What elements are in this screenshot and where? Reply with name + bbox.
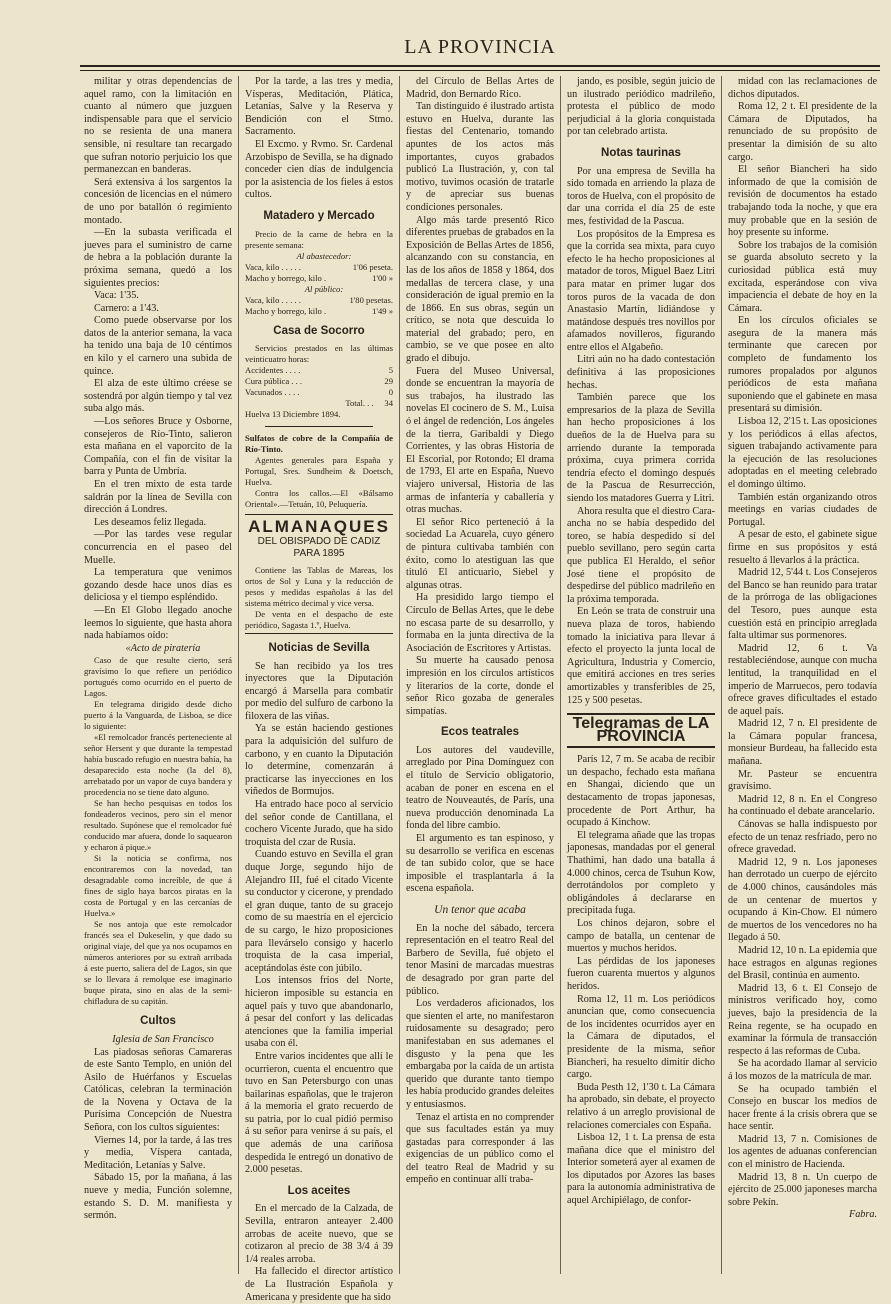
almanaques-ad bbox=[245, 514, 393, 634]
paragraph: Se nos antoja que este remolcador francés sea el Dukeselin, y que dado su original viaje, del que ya nos ocupamos en números anteriores por su extrañ arribada á este puerto, saliera del de Lagos, sin que se lo llevara á remolque ese imaginario buque pirata, sino en alas de la semi-chifladura de su capitán. bbox=[84, 919, 232, 1007]
paragraph: Algo más tarde presentó Rico diferentes pruebas de grabados en la Exposición de Bellas Artes de 1856, alcanzando con su constancia, en las de los años de 1858 y 1864, dos medallas de tercera clase, y una consideración de igual premio en la de 1866. En sus obras, según un crítico, se nota que descuida lo material del grabado; pero, en cambio, se ve que posee en alto grado el dibujo. bbox=[406, 214, 554, 365]
paragraph: —Por las tardes vese regular concurrencia en el paseo del Muelle. bbox=[84, 529, 232, 566]
col1-body bbox=[84, 76, 232, 643]
paragraph: Por la tarde, a las tres y media, Vísperas, Meditación, Plática, Letanías, Salve y la Reserva y Bendición con el Stmo. Sacramento. bbox=[245, 76, 393, 138]
col3-body bbox=[406, 76, 554, 718]
paragraph: Por una empresa de Sevilla ha sido tomada en arriendo la plaza de toros de Huelva, con el propósito de dar una corrida el día 25 de este mes, festividad de la Pascua. bbox=[567, 165, 715, 227]
col1-quote bbox=[84, 655, 232, 1007]
paragraph: El señor Rico perteneció á la sociedad La Acuarela, cuyo género de pintura cultivaba también con éxito, como lo atestiguan las que tituló El anticuario, Siebel y algunas otras. bbox=[406, 516, 554, 591]
callos-text: Contra los callos.—El «Bálsamo Oriental».—Tetuán, 10, Peluquería. bbox=[245, 488, 393, 510]
dateline: Huelva 13 Diciembre 1894. bbox=[245, 409, 341, 420]
paragraph: En los círculos oficiales se asegura de la manera más terminante que carecen por completo de fundamento los rumores propalados por algunos periódicos de esta mañana suponiendo que el gabinete en masa presentará su dimisión. bbox=[728, 315, 877, 415]
paragraph: Las pérdidas de los japoneses fueron cuarenta muertos y algunos heridos. bbox=[567, 955, 715, 992]
paragraph: Cuando estuvo en Sevilla el gran duque Jorge, segundo hijo de Alejandro III, fué el citado Vicente su conductor y cicerone, y prendado el gran duque, tanto de su gracejo como de su maestría en el ejercicio de su cargo, le hizo proposiciones para llevárselo consigo y hacerlo troquista de la casa imperial, aceptándolas éste con júbilo. bbox=[245, 849, 393, 974]
paragraph: Los intensos fríos del Norte, hicieron imposible su estancia en aquel país y tuvo que abandonarlo, á pesar del confort y las delicadas atenciones que la familia imperial usaba con él. bbox=[245, 975, 393, 1050]
socorro-intro: Servicios prestados en las últimas veinticuatro horas: bbox=[245, 343, 393, 365]
prices-table-a: Vaca, kilo . . . . . 1'06 peseta. Macho y borrego, kilo . 1'00 » bbox=[245, 261, 393, 283]
paragraph: Si la noticia se confirma, nos encontraremos con la novedad, tan desagradable como increíble, de que á fines de siglo haya barcos piratas en la costa de Portugal y en las cercanías de Huelva.» bbox=[84, 853, 232, 919]
paragraph: Lisboa 12, 2'15 t. Las oposiciones y los periódicos á ellas afectos, siguen trabajando activamente para la ejecución de las resoluciones adoptadas en el meeting celebrado el domingo último. bbox=[728, 416, 877, 490]
socorro-heading: Casa de Socorro bbox=[273, 324, 365, 337]
paragraph: Lisboa 12, 1 t. La prensa de esta mañana dice que el ministro del Interior someterá ayer al examen de los diputados por Azores las bases para la autonomía administrativa de aquel Archipiélago, de confor- bbox=[567, 1132, 715, 1207]
paragraph: Se han recibido ya los tres inyectores que la Diputación encargó á Marsella para combatir por medio del sulfuro de carbono la filoxera de las viñas. bbox=[245, 660, 393, 722]
paragraph: jando, es posible, según juicio de un ilustrado periódico madrileño, protesta el público de modo perjudicial á la gloria conquistada por tan celebrado artista. bbox=[567, 76, 715, 138]
paragraph: «El remolcador francés perteneciente al señor Hersent y que durante la tempestad había buscado refugio en nuestra bahía, ha desaparecido esta noche (la del 8), arrebatado por un vapor de cuya bandera y procedencia no se tiene dato alguno. bbox=[84, 732, 232, 798]
paragraph: Los propósitos de la Empresa es que la corrida sea mixta, para cuyo efecto le ha hecho proposiciones al matador de toros, Miguel Baez Litri para matar en primer lugar dos toros puros de la vacada de don Anastasio Martín, lidiándose y matándose después tres novillos por afamados novilleros, figurando entre ellos el Algabeño. bbox=[567, 228, 715, 353]
column-1 bbox=[78, 76, 239, 1274]
paragraph: Entre varios incidentes que allí le ocurrieron, cuenta el encuentro que tuvo en San Petersburgo con unas bailarinas españolas, que le trajeron á la memoria el grato recuerdo de su patria, por lo cual pidió permiso á su señor para venirse á su país, el que además de una cariñosa despedida le entregó un donativo de 2.000 pesetas. bbox=[245, 1050, 393, 1176]
paragraph: El Excmo. y Rvmo. Sr. Cardenal Arzobispo de Sevilla, se ha dignado conceder cien días de indulgencia por la asistencia de los fieles á estos cultos. bbox=[245, 138, 393, 201]
paragraph: En telegrama dirigido desde dicho puerto á la Vanguarda, de Lisboa, se dice lo siguiente: bbox=[84, 699, 232, 732]
paragraph: —En la subasta verificada el jueves para el suministro de carne de hebra a la población durante la próxima semana, quedó a los siguientes precios: bbox=[84, 227, 232, 289]
paragraph: Ha presidido largo tiempo el Círculo de Bellas Artes, que le debe no escasa parte de su desarrollo, y formaba en la junta directiva de la Asociación de Escritores y Artistas. bbox=[406, 592, 554, 654]
al-abastecedor: Al abastecedor: bbox=[296, 250, 352, 261]
almanaques-text: Contiene las Tablas de Mareas, los ortos de Sol y Luna y la reducción de pesos y medidas españolas á las del sistema métrico decimal y vice versa. bbox=[245, 564, 393, 608]
col2-aceites bbox=[245, 1203, 393, 1304]
paragraph: París 12, 7 m. Se acaba de recibir un despacho, fechado esta mañana en Shangai, diciendo que un destacamento de tropas japonesas, procedente de Port Arthur, ha ocupado á Kinchow. bbox=[567, 754, 715, 829]
paragraph: Madrid 13, 7 n. Comisiones de los agentes de aduanas conferencian con el ministro de Hacienda. bbox=[728, 1133, 877, 1171]
col2-top bbox=[245, 76, 393, 202]
paragraph: Madrid 12, 6 t. Va restableciéndose, aunque con mucha lentitud, la tranquilidad en el imperio de Marruecos, pero todavía ofrece graves dificultades el estado de aquel país. bbox=[728, 642, 877, 717]
paragraph: El argumento es tan espinoso, y su desarrollo se verifica en escenas de tan subido color, que se hace imposible el trasplantarla á la escena española. bbox=[406, 833, 554, 895]
paragraph: Madrid 12, 5'44 t. Los Consejeros del Banco se han reunido para tratar de la prórroga de las obligaciones del Tesoro, pues aunque esta cuestión está en principio arreglada falta ultimar sus pormenores. bbox=[728, 567, 877, 642]
paragraph: Ya se están haciendo gestiones para la adquisición del sulfuro de carbono, y en cuanto la Diputación lo determine, comenzarán á practicarse las inyecciones en los viñedos de Bormujos. bbox=[245, 723, 393, 798]
paragraph: Los verdaderos aficionados, los que sienten el arte, no manifestaron ruidosamente su desagrado; pero manifestaban en sus ademanes el disgusto y la pena que les embargaba por la caída de un artista querido que durante tanto tiempo les había producido grandes deleites y entusiasmos. bbox=[406, 998, 554, 1110]
almanaques-venta: De venta en el despacho de este periódico, Sagasta 1.º, Huelva. bbox=[245, 608, 393, 630]
col1-cultos bbox=[84, 1047, 232, 1223]
divider bbox=[265, 426, 373, 427]
column-5 bbox=[722, 76, 883, 1274]
paragraph: También parece que los empresarios de la plaza de Sevilla han hecho proposiciones á los dueños de la de Huelva para su arriendo durante la temporada próxima, cuya primera corrida tendría efecto el domingo después de la Pascua de Resurrección, siendo los matadores Guerra y Litri. bbox=[567, 392, 715, 504]
prices-table-b: Vaca, kilo . . . . . 1'80 pesetas. Macho y borrego, kilo . 1'49 » bbox=[245, 294, 393, 316]
paragraph: Caso de que resulte cierto, será gravísimo lo que refiere un periódico portugués como ocurrido en el puerto de Lagos. bbox=[84, 655, 232, 699]
paragraph: Madrid 12, 9 n. Los japoneses han derrotado un cuerpo de ejército de 4.000 chinos, causándoles más de un centenar de muertos y ocupando á Kin-Chow. El número de muertos de los vencedores no ha llegado á 50. bbox=[728, 856, 877, 944]
paragraph: Ha entrado hace poco al servicio del señor conde de Cantillana, el cochero Vicente Jurado, que ha sido troquista del czar de Rusia. bbox=[245, 799, 393, 848]
paragraph: Sobre los trabajos de la comisión se guarda absoluto secreto y la curiosidad pública está muy excitada, esperándose con viva impaciencia el debate de hoy en la Cámara. bbox=[728, 239, 877, 314]
telegramas-heading: Telegramas de LA PROVINCIA bbox=[567, 713, 715, 748]
paragraph: Roma 12, 11 m. Los periódicos anuncian que, como consecuencia de los incidentes ocurridos ayer en la Cámara de diputados, el presidente de la misma, señor Biancheri, ha resuelto dimitir dicho cargo. bbox=[567, 993, 715, 1081]
paragraph: El alza de este último créese se sostendrá por algún tiempo y tal vez suba algo más. bbox=[84, 378, 232, 415]
column-4 bbox=[561, 76, 722, 1274]
paragraph: El telegrama añade que las tropas japonesas, mandadas por el general Thathimi, han dado una batalla á 4.000 chinos, cerca de Tsuhun Kow, derrotándolos por completo y obligándoles á declararse en precipitada fuga. bbox=[567, 829, 715, 917]
paragraph: Como puede observarse por los datos de la anterior semana, la vaca ha tenido una baja de 10 céntimos en kilo y el carnero una subida de quince. bbox=[84, 315, 232, 377]
paragraph: Se ha acordado llamar al servicio á los mozos de la matrícula de mar. bbox=[728, 1058, 877, 1082]
col4-top bbox=[567, 76, 715, 139]
paragraph: Los chinos dejaron, sobre el campo de batalla, un centenar de muertos y muchos heridos. bbox=[567, 918, 715, 955]
sulfatos-title: Sulfatos de cobre de la Compañía de Río-Tinto. bbox=[245, 433, 393, 455]
paragraph: Madrid 12, 8 n. En el Congreso ha continuado el debate arancelario. bbox=[728, 793, 877, 818]
quote-title: «Acto de piratería bbox=[125, 642, 201, 654]
socorro-table: Accidentes . . . . 5 Cura pública . . . 29 Vacunados . . . . 0 Total. . . 34 bbox=[245, 365, 393, 409]
paragraph: Será extensiva á los sargentos la concesión de licencias en el número de uno por batallón ó regimiento montado. bbox=[84, 176, 232, 226]
paragraph: Les deseamos feliz llegada. bbox=[94, 516, 207, 528]
tenor-heading: Un tenor que acaba bbox=[434, 904, 526, 916]
paragraph: Tenaz el artista en no comprender que sus facultades están ya muy gastadas para corresponder á las exigencias de un público como el del teatro Real de Madrid y su empeño en continuar allí traba- bbox=[406, 1111, 554, 1186]
paragraph: La temperatura que venimos gozando desde hace unos días es deliciosa y el tiempo espléndido. bbox=[84, 567, 232, 604]
matadero-heading: Matadero y Mercado bbox=[263, 209, 375, 222]
col3-tenor bbox=[406, 923, 554, 1187]
paragraph: Buda Pesth 12, 1'30 t. La Cámara ha aprobado, sin debate, el proyecto relativo á un arreglo provisional de relaciones comerciales con España. bbox=[567, 1081, 715, 1131]
cultos-subheading: Iglesia de San Francisco bbox=[112, 1033, 214, 1045]
paragraph: Se ha ocupado también el Consejo en buscar los medios de hacer frente á la crisis obrera que se hace sentir. bbox=[728, 1083, 877, 1133]
paragraph: Sábado 15, por la mañana, á las nueve y media, Función solemne, estando S. D. M. manifiesta y sermón. bbox=[84, 1172, 232, 1222]
paragraph: Las piadosas señoras Camareras de este Santo Templo, en unión del Asilo de Huérfanos y Escuelas Católicas, celebran la terminación de la Novena y Octava de la Purísima Concepción de Nuestra Señora, con los cultos siguientes: bbox=[84, 1046, 232, 1134]
paragraph: Madrid 12, 10 n. La epidemia que hace estragos en algunas regiones del Brasil, continúa en aumento. bbox=[728, 944, 877, 982]
paragraph: Tan distinguido é ilustrado artista estuvo en Huelva, durante las fiestas del Centenario, tomando apuntes de los actos más importantes, cuyos grabados publicó La Ilustración, y, con tal motivo, tuvimos ocasión de tratarle y de apreciar sus buenas condiciones personales. bbox=[406, 101, 554, 213]
paragraph: Ahora resulta que el diestro Cara-ancha no se había despedido del toreo, se había despedido sí del pueblo sevillano, pero según carta que publica El Heraldo, el señor José tiene el propósito de despedirse del público madrileño en la próxima temporada. bbox=[567, 505, 715, 605]
masthead-rule bbox=[80, 65, 880, 71]
paragraph: Fuera del Museo Universal, donde se encuentran la mayoría de sus trabajos, ha ilustrado las novelas El cocinero de S. M., Luisa ó el ángel de redención, Los ángeles de la tierra, Garibaldi y Diego Corrientes, y las obras Historia de El Escorial, por Rotondo; El drama de 1793, El arte en España, Nuevo viajero universal, Historia de las armas de infantería y caballería y otras muchas. bbox=[406, 365, 554, 516]
paragraph: militar y otras dependencias de aquel ramo, con la limitación en cuanto al número que juzguen indispensable para que el servicio no se resienta de una manera sensible, ni resultare tan recargado que sufran notorio perjuicio los que permanezcan en banderas. bbox=[84, 76, 232, 176]
paragraph: También están organizando otros meetings en varias ciudades de Portugal. bbox=[728, 491, 877, 528]
matadero-intro: Precio de la carne de hebra en la presente semana: bbox=[245, 228, 393, 250]
paragraph: Mr. Pasteur se encuentra gravísimo. bbox=[728, 768, 877, 793]
column-2 bbox=[239, 76, 400, 1303]
paragraph: Viernes 14, por la tarde, á las tres y media, Víspera cantada, Meditación, Letanías y Salve. bbox=[84, 1134, 232, 1171]
paragraph: En el mercado de la Calzada, de Sevilla, entraron anteayer 2.400 arrobas de aceite nuevo, que se cotizaron al precio de 38 3/4 á 39 1/4 reales arroba. bbox=[245, 1203, 393, 1265]
paragraph: Carnero: a 1'43. bbox=[94, 302, 159, 314]
paragraph: —En El Globo llegado anoche leemos lo siguiente, que hasta ahora nada habíamos oído: bbox=[84, 604, 232, 642]
paragraph: En la noche del sábado, tercera representación en el teatro Real del Barbero de Sevilla, fué objeto el tenor Masini de marcadas muestras de desagrado por gran parte del público. bbox=[406, 922, 554, 997]
paragraph: del Círculo de Bellas Artes de Madrid, don Bernardo Rico. bbox=[406, 76, 554, 100]
paragraph: En el tren mixto de esta tarde saldrán por la línea de Sevilla con dirección á Londres. bbox=[84, 479, 232, 516]
col2-noticias bbox=[245, 661, 393, 1177]
column-3 bbox=[400, 76, 561, 1274]
col4-notas bbox=[567, 166, 715, 708]
col5-body bbox=[728, 76, 877, 1209]
paragraph: Litri aún no ha dado contestación definitiva á las proposiciones hechas. bbox=[567, 354, 715, 391]
paragraph: En León se trata de construir una nueva plaza de toros, habiendo tomado la iniciativa para llevar á efecto el proyecto la junta local de Agricultura, Industria y Comercio, que emitirá acciones en tres series amortizables y transferibles de 25, 125 y 500 pesetas. bbox=[567, 606, 715, 706]
paragraph: Los autores del vaudeville, arreglado por Pina Domínguez con el título de Servicio obligatorio, acaban de poner en escena en el teatro de Nouveautés, de París, una nueva producción denominada La fonda del libre cambio. bbox=[406, 744, 554, 832]
noticias-heading: Noticias de Sevilla bbox=[268, 641, 370, 654]
cultos-heading: Cultos bbox=[140, 1015, 176, 1028]
paragraph: midad con las reclamaciones de dichos diputados. bbox=[728, 76, 877, 100]
paragraph: Se han hecho pesquisas en todos los fondeaderos vecinos, pero sin el menor resultado. Supónese que el remolcador fué conducido mar afuera, donde lo saquearon y echaron á pique.» bbox=[84, 798, 232, 853]
col4-telegramas bbox=[567, 754, 715, 1207]
sulfatos-text: Agentes generales para España y Portugal, Sres. Sundheim & Doetsch, Huelva. bbox=[245, 455, 393, 488]
paragraph: El señor Biancheri ha sido informado de que la comisión de revisión de documentos ha estado trabajando toda la noche, y que era muy probable que en la sesión de hoy presente su informe. bbox=[728, 164, 877, 239]
almanaques-title: ALMANAQUES bbox=[248, 517, 390, 537]
aceites-heading: Los aceites bbox=[287, 1184, 351, 1197]
al-publico: Al público: bbox=[304, 283, 344, 294]
paragraph: —Los señores Bruce y Osborne, consejeros de Río-Tinto, salieron esta mañana en el vaporcito de la Compañía, con el fin de visitar la barra y Punta de Umbría. bbox=[84, 416, 232, 478]
paragraph: Ha fallecido el director artístico de La Ilustración Española y Americana y presidente que ha sido bbox=[245, 1266, 393, 1303]
paragraph: Madrid 12, 7 n. El presidente de la Cámara popular francesa, monsieur Burdeau, ha fallecido esta mañana. bbox=[728, 718, 877, 768]
col3-ecos bbox=[406, 745, 554, 896]
newspaper-columns bbox=[78, 76, 884, 1303]
paragraph: Cánovas se halla indispuesto por efecto de un tenaz resfriado, pero no ofrece gravedad. bbox=[728, 819, 877, 856]
signature: Fabra. bbox=[848, 1209, 877, 1221]
paragraph: Roma 12, 2 t. El presidente de la Cámara de Diputados, ha renunciado de su propósito de presentar la dimisión de su alto cargo. bbox=[728, 101, 877, 163]
almanaques-subtitle: DEL OBISPADO DE CADIZ PARA 1895 bbox=[257, 535, 381, 560]
ecos-heading: Ecos teatrales bbox=[441, 726, 519, 739]
masthead-title: LA PROVINCIA bbox=[404, 36, 556, 58]
notas-heading: Notas taurinas bbox=[601, 146, 681, 159]
paragraph: Madrid 13, 8 n. Un cuerpo de ejército de 25.000 japoneses marcha sobre Pekín. bbox=[728, 1171, 877, 1208]
paragraph: Su muerte ha causado penosa impresión en los círculos artísticos y literarios de la corte, donde el señor Rico gozaba de generales simpatías. bbox=[406, 655, 554, 717]
paragraph: Vaca: 1'35. bbox=[94, 290, 139, 302]
paragraph: Madrid 13, 6 t. El Consejo de ministros verificado hoy, como jueves, bajo la presidencia de la Reina regente, se ha ocupado en examinar la fórmula de transacción respecto á las reformas de Cuba. bbox=[728, 982, 877, 1057]
paragraph: A pesar de esto, el gabinete sigue firme en sus propósitos y está resuelto á llevarlos á la práctica. bbox=[728, 529, 877, 566]
